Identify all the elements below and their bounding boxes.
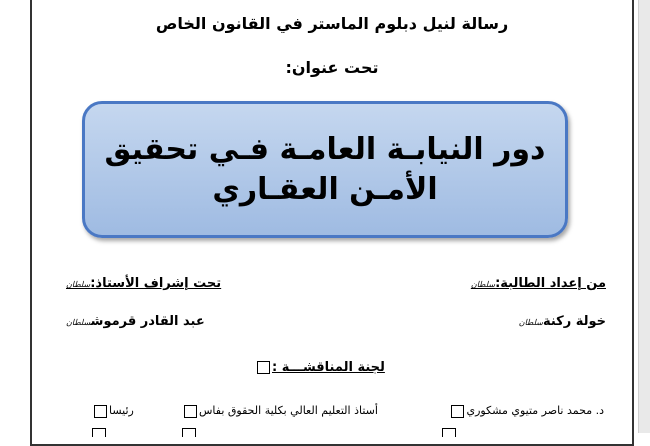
committee-member-name (449, 404, 604, 418)
signature-mark: سلطان (518, 318, 543, 327)
title-intro: تحت عنوان: (285, 58, 379, 77)
student-name (519, 314, 606, 329)
member-name-text: د. محمد ناصر متيوي مشكوري (466, 404, 604, 417)
signature-mark: سلطان (66, 318, 91, 327)
committee-label-text: لجنة المناقشـــة : (272, 360, 385, 375)
checkbox (184, 405, 197, 418)
student-name-text: خولة ركنة (542, 314, 606, 329)
thesis-title-line-2: الأمـن العقـاري (212, 171, 438, 207)
degree-subtitle: رسالة لنيل دبلوم الماستر في القانون الخاص (155, 14, 509, 33)
member-role-text: رئيسا (109, 404, 134, 417)
signature-mark: سلطان (66, 280, 91, 289)
thesis-title-box (82, 101, 568, 238)
checkbox (257, 361, 270, 374)
committee-member-role (92, 404, 134, 418)
prepared-by-label-text: من إعداد الطالبة: (495, 276, 606, 291)
checkbox (94, 405, 107, 418)
page-edge (638, 0, 650, 433)
thesis-title-line-1: دور النيابـة العامـة فـي تحقيق (104, 131, 546, 167)
member-position-text: أستاذ التعليم العالي بكلية الحقوق بفاس (199, 404, 378, 417)
supervisor-label (66, 276, 221, 291)
committee-label (255, 360, 385, 375)
supervisor-label-text: تحت إشراف الأستاذ: (90, 276, 222, 291)
committee-member-position (182, 404, 378, 418)
prepared-by-label (471, 276, 606, 291)
supervisor-name (66, 314, 205, 329)
supervisor-name-text: عبد القادر قرموش (90, 314, 205, 329)
checkbox (451, 405, 464, 418)
signature-mark: سلطان (470, 280, 496, 289)
